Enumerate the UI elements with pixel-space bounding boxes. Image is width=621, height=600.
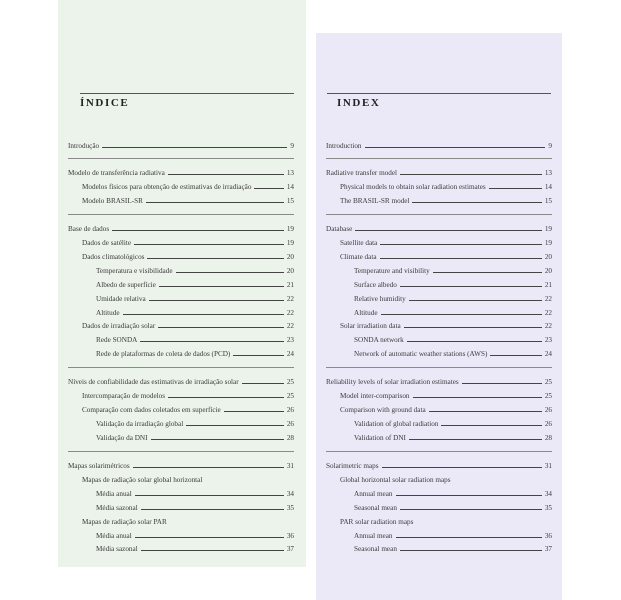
dot-leader — [140, 341, 283, 342]
toc-entry[interactable] — [82, 404, 294, 414]
page-number: 14 — [544, 183, 552, 191]
page-number: 22 — [286, 309, 294, 317]
toc-entry[interactable] — [354, 293, 552, 303]
dot-leader — [409, 439, 542, 440]
page-number: 28 — [544, 434, 552, 442]
toc-entry-label: The BRASIL-SR model — [340, 197, 410, 205]
toc-entry[interactable] — [96, 348, 294, 358]
toc-entry[interactable] — [326, 140, 552, 150]
toc-entry[interactable] — [354, 543, 552, 553]
toc-entry[interactable] — [82, 320, 294, 330]
dot-leader — [433, 272, 542, 273]
toc-entry[interactable] — [68, 167, 294, 177]
toc-entry-label: Rede de plataformas de coleta de dados (PCD) — [96, 350, 231, 358]
dot-leader — [409, 300, 542, 301]
toc-entry-label: Dados de irradiação solar — [82, 322, 156, 330]
toc-entry-label: Modelo BRASIL-SR — [82, 197, 143, 205]
toc-entry-label: Surface albedo — [354, 281, 397, 289]
page-number: 36 — [286, 532, 294, 540]
section-divider — [68, 158, 294, 159]
toc-entry-label: Seasonal mean — [354, 545, 397, 553]
toc-entry-label: Níveis de confiabilidade das estimativas de irradiação solar — [68, 378, 239, 386]
toc-entry-label: Network of automatic weather stations (AWS) — [354, 350, 488, 358]
page-number: 22 — [286, 322, 294, 330]
toc-entry[interactable] — [68, 223, 294, 233]
dot-leader — [382, 467, 542, 468]
page-number: 21 — [544, 281, 552, 289]
dot-leader — [146, 202, 284, 203]
page-number: 20 — [544, 253, 552, 261]
toc-entry[interactable] — [68, 460, 294, 470]
toc-entry[interactable] — [96, 418, 294, 428]
page-number: 15 — [544, 197, 552, 205]
toc-entry-label: Validation of global radiation — [354, 420, 439, 428]
page-number: 25 — [544, 378, 552, 386]
page-number: 36 — [544, 532, 552, 540]
page-number: 23 — [544, 336, 552, 344]
toc-entry-label: Temperatura e visibilidade — [96, 267, 173, 275]
toc-entry-label: Umidade relativa — [96, 295, 146, 303]
dot-leader — [412, 202, 541, 203]
page-number: 19 — [544, 225, 552, 233]
section-divider — [68, 367, 294, 368]
dot-leader — [400, 550, 542, 551]
toc-entry[interactable] — [354, 279, 552, 289]
page-number: 15 — [286, 197, 294, 205]
dot-leader — [133, 467, 284, 468]
dot-leader — [135, 495, 284, 496]
toc-entry[interactable] — [326, 167, 552, 177]
toc-entry-label: Validation of DNI — [354, 434, 406, 442]
toc-entry-label: Reliability levels of solar irradiation estimates — [326, 378, 459, 386]
dot-leader — [381, 314, 542, 315]
toc-entry-label: Mapas de radiação solar PAR — [82, 518, 167, 526]
page-title: ÍNDICE — [80, 97, 130, 109]
dot-leader — [123, 314, 284, 315]
dot-leader — [141, 550, 284, 551]
toc-entry-label: Média sazonal — [96, 504, 138, 512]
page-number: 21 — [286, 281, 294, 289]
toc-entry[interactable] — [96, 432, 294, 442]
dot-leader — [355, 230, 541, 231]
page-number: 37 — [544, 545, 552, 553]
dot-leader — [380, 244, 541, 245]
page-number: 19 — [544, 239, 552, 247]
toc-entry-label: Database — [326, 225, 353, 233]
toc-entry-label: Altitude — [96, 309, 120, 317]
toc-entry[interactable] — [340, 195, 552, 205]
section-divider — [326, 367, 552, 368]
page-number: 22 — [544, 309, 552, 317]
page-number: 14 — [286, 183, 294, 191]
page-number: 34 — [286, 490, 294, 498]
page-number: 26 — [286, 406, 294, 414]
toc-entry-label: SONDA network — [354, 336, 404, 344]
page-number: 23 — [286, 336, 294, 344]
dot-leader — [141, 509, 284, 510]
dot-leader — [135, 537, 284, 538]
dot-leader — [112, 230, 284, 231]
page-number: 26 — [544, 406, 552, 414]
toc-entry-label: Base de dados — [68, 225, 110, 233]
page-number: 25 — [286, 392, 294, 400]
toc-entry-label: Modelo de transferência radiativa — [68, 169, 165, 177]
toc-entry[interactable] — [354, 432, 552, 442]
dot-leader — [490, 355, 541, 356]
toc-entry[interactable] — [82, 251, 294, 261]
toc-entry-label: Annual mean — [354, 532, 393, 540]
toc-entry-label: Temperature and visibility — [354, 267, 430, 275]
toc-entry[interactable] — [354, 488, 552, 498]
page-number: 35 — [544, 504, 552, 512]
toc-entry[interactable] — [82, 474, 294, 484]
toc-entry-label: Validação da DNI — [96, 434, 148, 442]
toc-entry[interactable] — [68, 376, 294, 386]
toc-entry[interactable] — [354, 502, 552, 512]
toc-entry[interactable] — [326, 460, 552, 470]
toc-entry[interactable] — [354, 418, 552, 428]
page-number: 34 — [544, 490, 552, 498]
page-title: INDEX — [337, 97, 381, 109]
toc-entry-label: Validação da irradiação global — [96, 420, 184, 428]
toc-entry-label: Radiative transfer model — [326, 169, 398, 177]
toc-entry-label: Comparison with ground data — [340, 406, 426, 414]
toc-entry[interactable] — [326, 223, 552, 233]
page-number: 37 — [286, 545, 294, 553]
toc-entry-label: Média anual — [96, 532, 132, 540]
dot-leader — [254, 188, 283, 189]
dot-leader — [365, 147, 546, 148]
toc-entry[interactable] — [96, 265, 294, 275]
toc-entry[interactable] — [326, 376, 552, 386]
toc-entry-label: Comparação com dados coletados em superfície — [82, 406, 221, 414]
toc-entry[interactable] — [82, 516, 294, 526]
dot-leader — [404, 327, 542, 328]
page-number: 20 — [286, 253, 294, 261]
toc-entry-label: Mapas solarimétricos — [68, 462, 130, 470]
toc-entry[interactable] — [82, 237, 294, 247]
page-number: 31 — [544, 462, 552, 470]
page-number: 31 — [286, 462, 294, 470]
toc-entry[interactable] — [68, 140, 294, 150]
toc-entry-label: Solarimetric maps — [326, 462, 379, 470]
dot-leader — [400, 509, 542, 510]
toc-entry[interactable] — [340, 320, 552, 330]
section-divider — [68, 214, 294, 215]
toc-entry[interactable] — [354, 265, 552, 275]
dot-leader — [462, 383, 542, 384]
page-number: 20 — [544, 267, 552, 275]
page-number: 25 — [286, 378, 294, 386]
table-of-contents — [326, 0, 552, 600]
toc-entry[interactable] — [340, 516, 552, 526]
section-divider — [326, 158, 552, 159]
page-number: 22 — [544, 295, 552, 303]
dot-leader — [168, 174, 284, 175]
page-number: 26 — [286, 420, 294, 428]
page-number: 28 — [286, 434, 294, 442]
toc-entry-label: Introdução — [68, 142, 100, 150]
dot-leader — [407, 341, 542, 342]
toc-entry-label: Physical models to obtain solar radiation estimates — [340, 183, 486, 191]
toc-entry[interactable] — [96, 307, 294, 317]
table-of-contents — [68, 0, 294, 600]
toc-entry[interactable] — [96, 293, 294, 303]
toc-entry-label: Climate data — [340, 253, 377, 261]
dot-leader — [186, 425, 284, 426]
page-number: 9 — [290, 142, 294, 150]
page-number: 35 — [286, 504, 294, 512]
page-number: 13 — [286, 169, 294, 177]
toc-entry-label: Dados de satélite — [82, 239, 132, 247]
toc-entry[interactable] — [82, 181, 294, 191]
page-number: 24 — [286, 350, 294, 358]
page-number: 9 — [548, 142, 552, 150]
page-number: 19 — [286, 225, 294, 233]
toc-entry-label: Seasonal mean — [354, 504, 397, 512]
toc-entry[interactable] — [82, 195, 294, 205]
toc-entry[interactable] — [96, 334, 294, 344]
dot-leader — [396, 537, 542, 538]
dot-leader — [158, 327, 284, 328]
page-number: 25 — [544, 392, 552, 400]
toc-entry-label: Dados climatológicos — [82, 253, 145, 261]
toc-entry[interactable] — [340, 474, 552, 484]
toc-entry[interactable] — [340, 404, 552, 414]
toc-entry[interactable] — [340, 390, 552, 400]
dot-leader — [380, 258, 542, 259]
toc-entry-label: Annual mean — [354, 490, 393, 498]
dot-leader — [396, 495, 542, 496]
dot-leader — [413, 397, 542, 398]
toc-entry-label: Satellite data — [340, 239, 378, 247]
dot-leader — [151, 439, 284, 440]
toc-entry-label: PAR solar radiation maps — [340, 518, 414, 526]
dot-leader — [147, 258, 283, 259]
toc-entry-label: Model inter-comparison — [340, 392, 410, 400]
toc-entry[interactable] — [354, 334, 552, 344]
toc-entry-label: Média anual — [96, 490, 132, 498]
toc-entry-label: Relative humidity — [354, 295, 406, 303]
dot-leader — [224, 411, 284, 412]
page-number: 22 — [544, 322, 552, 330]
page-number: 26 — [544, 420, 552, 428]
toc-entry[interactable] — [340, 181, 552, 191]
page-number: 13 — [544, 169, 552, 177]
toc-entry-label: Global horizontal solar radiation maps — [340, 476, 451, 484]
toc-entry[interactable] — [340, 237, 552, 247]
dot-leader — [102, 147, 287, 148]
dot-leader — [168, 397, 284, 398]
toc-entry[interactable] — [96, 488, 294, 498]
page-number: 19 — [286, 239, 294, 247]
page-number: 22 — [286, 295, 294, 303]
toc-entry-label: Introduction — [326, 142, 362, 150]
toc-entry-label: Intercomparação de modelos — [82, 392, 166, 400]
toc-entry[interactable] — [354, 348, 552, 358]
dot-leader — [134, 244, 284, 245]
toc-entry-label: Rede SONDA — [96, 336, 138, 344]
toc-entry[interactable] — [354, 307, 552, 317]
toc-entry[interactable] — [96, 502, 294, 512]
toc-entry-label: Solar irradiation data — [340, 322, 401, 330]
dot-leader — [400, 286, 542, 287]
section-divider — [326, 451, 552, 452]
dot-leader — [400, 174, 542, 175]
dot-leader — [242, 383, 284, 384]
toc-entry-label: Modelos físicos para obtenção de estimativas de irradiação — [82, 183, 252, 191]
dot-leader — [176, 272, 284, 273]
toc-entry[interactable] — [340, 251, 552, 261]
dot-leader — [441, 425, 541, 426]
dot-leader — [159, 286, 284, 287]
toc-entry[interactable] — [354, 530, 552, 540]
toc-entry[interactable] — [96, 530, 294, 540]
toc-entry-label: Mapas de radiação solar global horizontal — [82, 476, 203, 484]
page-number: 24 — [544, 350, 552, 358]
page-number: 20 — [286, 267, 294, 275]
toc-entry[interactable] — [96, 279, 294, 289]
dot-leader — [429, 411, 542, 412]
dot-leader — [233, 355, 283, 356]
section-divider — [68, 451, 294, 452]
toc-entry[interactable] — [82, 390, 294, 400]
section-divider — [326, 214, 552, 215]
toc-entry-label: Média sazonal — [96, 545, 138, 553]
toc-entry-label: Altitude — [354, 309, 378, 317]
dot-leader — [489, 188, 542, 189]
toc-entry[interactable] — [96, 543, 294, 553]
toc-entry-label: Albedo de superfície — [96, 281, 156, 289]
dot-leader — [149, 300, 284, 301]
